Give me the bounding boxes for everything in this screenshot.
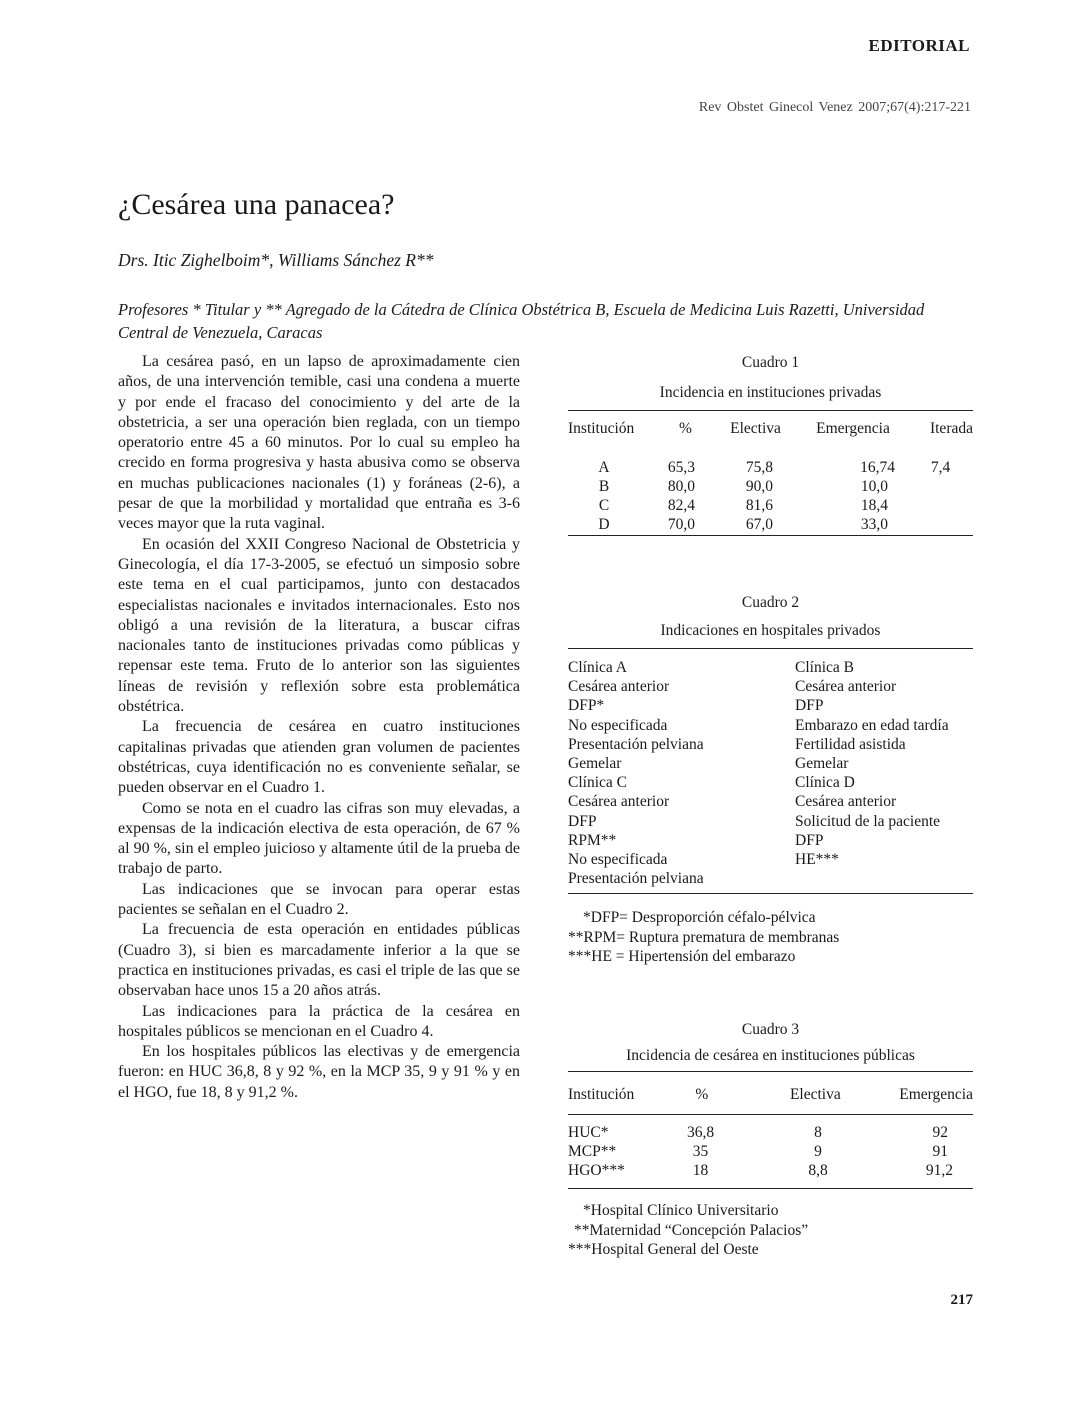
table-cell: No especificada <box>568 716 668 734</box>
table-cell: 10,0 <box>860 478 888 495</box>
table-rule <box>568 410 973 411</box>
table-row <box>568 831 978 850</box>
table-cell: 35 <box>692 1143 709 1160</box>
column-header: Emergencia <box>816 420 890 437</box>
table-cell: 8,8 <box>808 1162 828 1179</box>
table-cell: 7,4 <box>930 459 951 476</box>
journal-citation: Rev Obstet Ginecol Venez 2007;67(4):217-221 <box>698 100 971 115</box>
table-caption: Incidencia de cesárea en instituciones públicas <box>626 1047 915 1064</box>
cuadro-2 <box>568 594 973 974</box>
table-cell: Fertilidad asistida <box>795 735 906 753</box>
table-cell: Cesárea anterior <box>568 678 670 696</box>
table-cell: Clínica A <box>568 659 627 676</box>
table-cell: 90,0 <box>745 478 773 495</box>
table-cell: 36,8 <box>686 1124 715 1141</box>
table-cell: HE*** <box>795 851 839 869</box>
column-header: Iterada <box>929 420 973 437</box>
cuadro-3 <box>568 1021 973 1271</box>
section-label: EDITORIAL <box>868 36 970 55</box>
table-row <box>568 677 978 696</box>
footnote: **RPM= Ruptura prematura de membranas <box>568 928 840 946</box>
body-paragraph: La cesárea pasó, en un lapso de aproximadamente cien años, de una intervención temible, casi una condena a muerte y por ende el fracaso del conocimiento y del arte de la obstetricia, a ser una operación bien reglada, con un tiempo operatorio entre 45 a 60 minutos. Por lo cual su empleo ha crecido en forma progresiva y hasta abusiva como se observa en muchas publicaciones nacionales (1) y foráneas (2-6), a pesar de que la morbilidad y mortalidad que entraña es 3-6 veces mayor que la ruta vaginal. <box>118 353 520 533</box>
table-row <box>568 1123 973 1142</box>
indications-table <box>568 658 978 888</box>
table-row <box>568 658 978 677</box>
table-cell <box>908 515 973 534</box>
table-cell: Embarazo en edad tardía <box>795 716 949 734</box>
table-cell: 82,4 <box>667 497 695 514</box>
table-row <box>568 869 978 888</box>
table-cell: MCP** <box>568 1143 617 1160</box>
body-paragraph: Como se nota en el cuadro las cifras son muy elevadas, a expensas de la indicación electiva de esta operación, de 67 % al 90 %, sin el empleo juicioso y altamente útil de la prueba de trabajo de parto. <box>118 799 520 878</box>
table-footnotes <box>568 908 839 967</box>
table-row <box>568 458 973 477</box>
article-title: ¿Cesárea una panacea? <box>118 188 395 221</box>
table-row <box>568 735 978 754</box>
table-row <box>568 696 978 715</box>
table-row <box>568 496 973 515</box>
column-header: Electiva <box>730 420 781 437</box>
table-cell: DFP* <box>568 697 605 715</box>
author-affiliation: Profesores * Titular y ** Agregado de la Cátedra de Clínica Obstétrica B, Escuela de Medicina Luis Razetti, Universidad Central de Venezuela, Caracas <box>118 300 925 342</box>
body-paragraph: La frecuencia de cesárea en cuatro instituciones capitalinas privadas que atienden gran volumen de pacientes obstétricas, cuya identificación no es conveniente señalar, se pueden observar en el Cuadro 1. <box>118 718 520 797</box>
table-cell: No especificada <box>568 851 668 869</box>
table-cell: C <box>598 497 610 514</box>
body-paragraph: En ocasión del XXII Congreso Nacional de Obstetricia y Ginecología, el día 17-3-2005, se efectuó un simposio sobre este tema en el cual participamos, junto con destacados especialistas nacionales e invitados internacionales. Esto nos obligó a una revisión de la literatura, a buscar cifras nacionales tanto de instituciones privadas como públicas y repensar este tema. Fruto de lo anterior son las siguientes líneas de revisión y reflexión sobre esta problemática obstétrica. <box>118 535 520 716</box>
footnote: **Maternidad “Concepción Palacios” <box>574 1221 809 1239</box>
table-cell: Presentación pelviana <box>568 735 704 753</box>
table-cell: 9 <box>814 1143 822 1160</box>
table-cell: 18,4 <box>860 497 888 514</box>
table-rule <box>568 535 973 536</box>
table-cell: 33,0 <box>860 516 888 533</box>
table-cell: D <box>598 516 610 533</box>
table-rule <box>568 893 973 894</box>
table-cell: RPM** <box>568 831 617 849</box>
table-row <box>568 773 978 792</box>
footnote: ***Hospital General del Oeste <box>568 1241 759 1258</box>
column-header: Institución <box>568 1086 635 1103</box>
table-rule <box>568 1071 973 1072</box>
table-cell: DFP <box>795 697 824 715</box>
table-row <box>568 754 978 773</box>
cuadro-1 <box>568 354 973 554</box>
table-cell: 65,3 <box>667 459 695 476</box>
table-rule <box>568 648 973 649</box>
footnote: ***HE = Hipertensión del embarazo <box>568 948 796 965</box>
footnote: *DFP= Desproporción céfalo-pélvica <box>583 909 816 926</box>
body-paragraph: La frecuencia de esta operación en entidades públicas (Cuadro 3), si bien es marcadamente inferior a la que se practica en instituciones privadas, es casi el triple de las que se observaban hace unos 15 a 20 años atrás. <box>118 921 520 1000</box>
table-cell: DFP <box>568 812 597 830</box>
table-row <box>568 850 978 869</box>
table-cell: Gemelar <box>568 755 622 773</box>
table-cell: 70,0 <box>667 516 695 533</box>
table-row <box>568 812 978 831</box>
table-cell: 81,6 <box>745 497 773 514</box>
table-cell: Solicitud de la paciente <box>795 812 941 830</box>
column-header: Electiva <box>789 1086 841 1103</box>
table-cell: HGO*** <box>568 1162 625 1179</box>
table-cell: Gemelar <box>795 755 849 773</box>
table-row <box>568 515 973 534</box>
table-cell: 75,8 <box>745 459 773 476</box>
table-cell: Presentación pelviana <box>568 870 704 888</box>
table-cell <box>795 869 978 888</box>
table-row <box>568 792 978 811</box>
body-paragraph: En los hospitales públicos las electivas y de emergencia fueron: en HUC 36,8, 8 y 92 %, en la MCP 35, 9 y 91 % y en el HGO, fue 18, 8 y 91,2 %. <box>118 1043 520 1101</box>
table-row <box>568 477 973 496</box>
table-cell: 91,2 <box>925 1162 953 1179</box>
table-cell: 92 <box>932 1124 948 1141</box>
table-cell: 8 <box>814 1124 822 1141</box>
article-authors: Drs. Itic Zighelboim*, Williams Sánchez R** <box>118 250 434 270</box>
table-cell <box>908 477 973 496</box>
column-header: % <box>695 1086 709 1103</box>
table-footnotes <box>568 1201 808 1260</box>
table-header <box>568 420 973 438</box>
table-cell: B <box>598 478 610 495</box>
table-cell: 91 <box>932 1143 948 1160</box>
table-row <box>568 1161 973 1180</box>
table-cell: 80,0 <box>667 478 695 495</box>
table-cell: Cesárea anterior <box>568 793 670 811</box>
table-label: Cuadro 2 <box>741 594 800 611</box>
table-label: Cuadro 3 <box>741 1021 800 1038</box>
page-number: 217 <box>950 1292 973 1308</box>
table-cell: A <box>598 459 610 476</box>
footnote: *Hospital Clínico Universitario <box>583 1202 779 1219</box>
table-rule <box>568 1188 973 1189</box>
table-cell: HUC* <box>568 1124 609 1141</box>
table-row <box>568 716 978 735</box>
column-header: % <box>679 420 692 437</box>
table-cell: 67,0 <box>745 516 773 533</box>
table-rule <box>568 1114 973 1115</box>
table-cell: Clínica D <box>795 774 855 792</box>
body-text-column <box>118 352 520 1103</box>
table-cell: DFP <box>795 831 824 849</box>
column-header: Emergencia <box>899 1086 973 1103</box>
table-cell: 18 <box>692 1162 709 1179</box>
column-header: Institución <box>568 420 635 437</box>
table-cell: Cesárea anterior <box>795 793 897 811</box>
body-paragraph: Las indicaciones para la práctica de la cesárea en hospitales públicos se mencionan en el Cuadro 4. <box>118 1002 520 1040</box>
table-body <box>568 458 973 534</box>
body-paragraph: Las indicaciones que se invocan para operar estas pacientes se señalan en el Cuadro 2. <box>118 880 520 919</box>
table-body <box>568 1123 973 1180</box>
table-cell: Clínica B <box>795 659 854 676</box>
table-cell: 16,74 <box>860 459 895 476</box>
table-cell <box>908 496 973 515</box>
table-cell: Cesárea anterior <box>795 678 897 696</box>
table-row <box>568 1142 973 1161</box>
table-caption: Incidencia en instituciones privadas <box>659 384 882 401</box>
table-header <box>568 1086 973 1104</box>
table-label: Cuadro 1 <box>741 354 800 371</box>
table-cell: Clínica C <box>568 774 627 792</box>
table-caption: Indicaciones en hospitales privados <box>660 622 881 639</box>
